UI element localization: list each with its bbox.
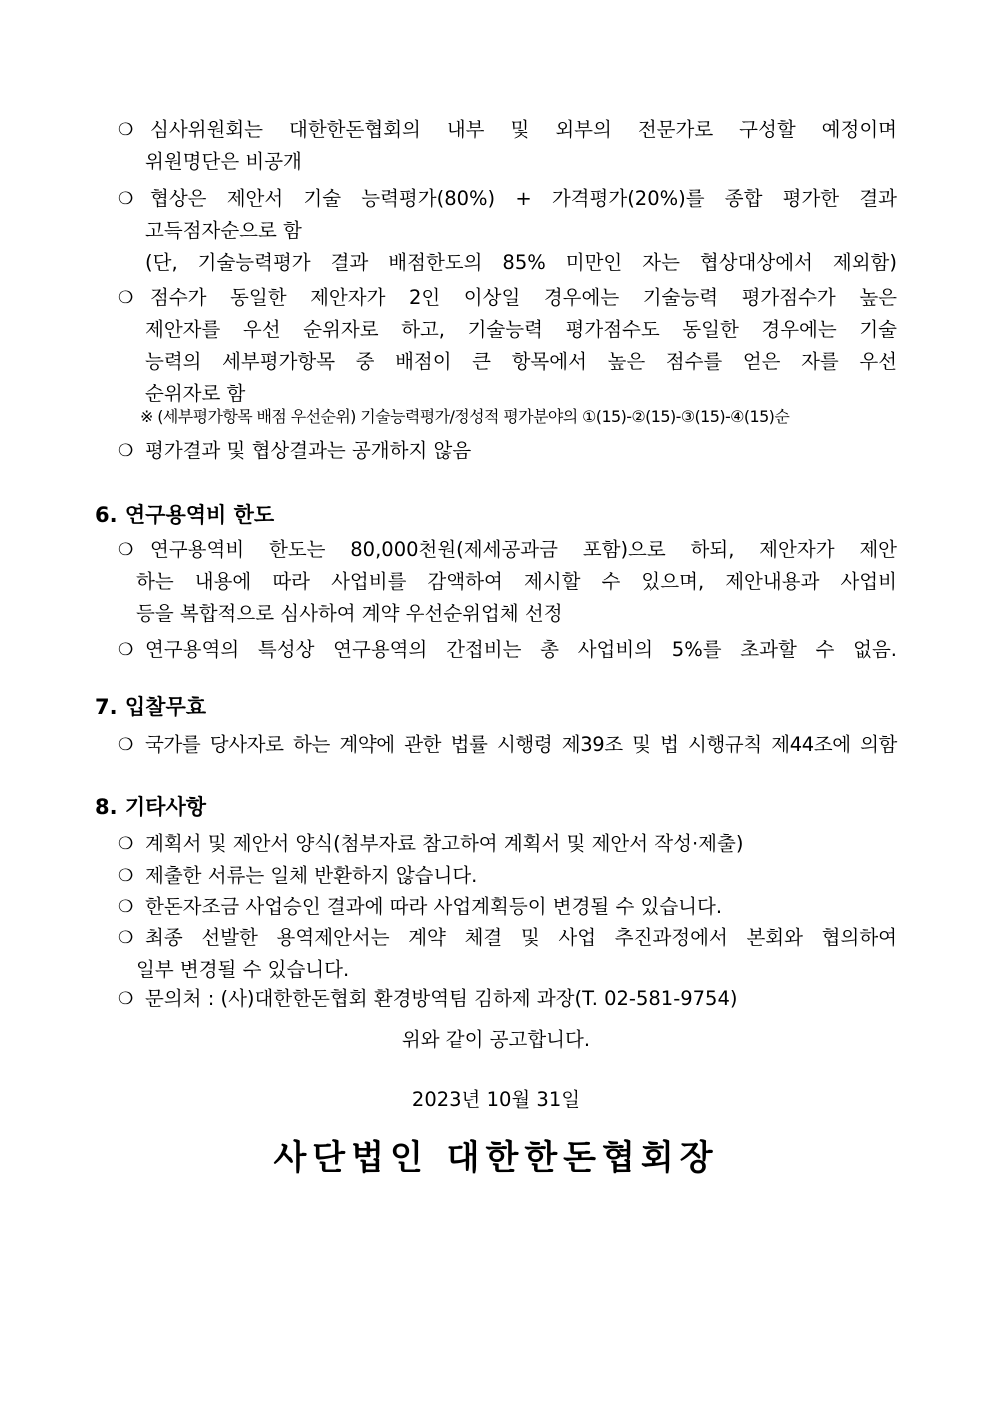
section-heading: 7. 입찰무효 bbox=[95, 695, 207, 719]
text-line: 문의처 : (사)대한한돈협회 환경방역팀 김하제 과장(T. 02-581-9754) bbox=[145, 987, 738, 1010]
text-line: 최종 선발한 용역제안서는 계약 체결 및 사업 추진과정에서 본회와 협의하여 bbox=[145, 926, 897, 949]
text-line: 점수가 동일한 제안자가 2인 이상일 경우에는 기술능력 평가점수가 높은 bbox=[150, 286, 897, 309]
text-line: (단, 기술능력평가 결과 배점한도의 85% 미만인 자는 협상대상에서 제외함) bbox=[145, 251, 897, 274]
section-heading: 8. 기타사항 bbox=[95, 795, 207, 819]
text-line: 제안자를 우선 순위자로 하고, 기술능력 평가점수도 동일한 경우에는 기술 bbox=[145, 318, 897, 341]
bullet-circle-icon: ❍ bbox=[118, 989, 134, 1009]
note-text: ※ (세부평가항목 배점 우선순위) 기술능력평가/정성적 평가분야의 ①(15)-②(15)-③(15)-④(15)순 bbox=[140, 407, 790, 426]
list-item bbox=[118, 729, 897, 761]
bullet-circle-icon: ❍ bbox=[118, 540, 134, 560]
text-line: 한돈자조금 사업승인 결과에 따라 사업계획등이 변경될 수 있습니다. bbox=[145, 895, 723, 918]
list-item bbox=[118, 435, 897, 467]
bullet-circle-icon: ❍ bbox=[118, 120, 134, 140]
bullet-circle-icon: ❍ bbox=[118, 897, 134, 917]
list-item bbox=[118, 114, 897, 178]
list-item bbox=[118, 983, 897, 1015]
text-line: 순위자로 함 bbox=[145, 382, 246, 405]
bullet-circle-icon: ❍ bbox=[118, 288, 134, 308]
list-item bbox=[118, 922, 897, 986]
text-line: 하는 내용에 따라 사업비를 감액하여 제시할 수 있으며, 제안내용과 사업비 bbox=[136, 570, 897, 593]
list-item bbox=[118, 183, 897, 279]
text-line: 위원명단은 비공개 bbox=[145, 150, 302, 173]
text-line: 심사위원회는 대한한돈협회의 내부 및 외부의 전문가로 구성할 예정이며 bbox=[150, 118, 897, 141]
list-item bbox=[118, 634, 897, 666]
text-line: 연구용역비 한도는 80,000천원(제세공과금 포함)으로 하되, 제안자가 제안 bbox=[150, 538, 897, 561]
closing-statement: 위와 같이 공고합니다. bbox=[401, 1028, 591, 1051]
issuer-signature: 사단법인 대한한돈협회장 bbox=[273, 1138, 719, 1178]
text-line: 국가를 당사자로 하는 계약에 관한 법률 시행령 제39조 및 법 시행규칙 제44조에 의함 bbox=[145, 733, 897, 756]
text-line: 고득점자순으로 함 bbox=[145, 219, 302, 242]
text-line: 등을 복합적으로 심사하여 계약 우선순위업체 선정 bbox=[136, 602, 563, 625]
text-line: 연구용역의 특성상 연구용역의 간접비는 총 사업비의 5%를 초과할 수 없음. bbox=[145, 638, 897, 661]
bullet-circle-icon: ❍ bbox=[118, 441, 134, 461]
list-item bbox=[118, 828, 897, 860]
text-line: 협상은 제안서 기술 능력평가(80%) + 가격평가(20%)를 종합 평가한 결과 bbox=[150, 187, 897, 210]
list-item bbox=[118, 282, 897, 410]
announcement-date: 2023년 10월 31일 bbox=[411, 1088, 581, 1111]
bullet-circle-icon: ❍ bbox=[118, 866, 134, 886]
list-item bbox=[118, 860, 897, 892]
text-line: 제출한 서류는 일체 반환하지 않습니다. bbox=[145, 864, 478, 887]
bullet-circle-icon: ❍ bbox=[118, 735, 133, 755]
bullet-circle-icon: ❍ bbox=[118, 834, 134, 854]
bullet-circle-icon: ❍ bbox=[118, 189, 134, 209]
bullet-circle-icon: ❍ bbox=[118, 928, 134, 948]
text-line: 능력의 세부평가항목 중 배점이 큰 항목에서 높은 점수를 얻은 자를 우선 bbox=[145, 350, 897, 373]
bullet-circle-icon: ❍ bbox=[118, 640, 134, 660]
text-line: 일부 변경될 수 있습니다. bbox=[136, 958, 350, 981]
section-heading: 6. 연구용역비 한도 bbox=[95, 503, 275, 527]
text-line: 계획서 및 제안서 양식(첨부자료 참고하여 계획서 및 제안서 작성·제출) bbox=[145, 832, 744, 855]
list-item bbox=[118, 534, 897, 630]
text-line: 평가결과 및 협상결과는 공개하지 않음 bbox=[145, 439, 472, 462]
list-item bbox=[118, 891, 897, 923]
